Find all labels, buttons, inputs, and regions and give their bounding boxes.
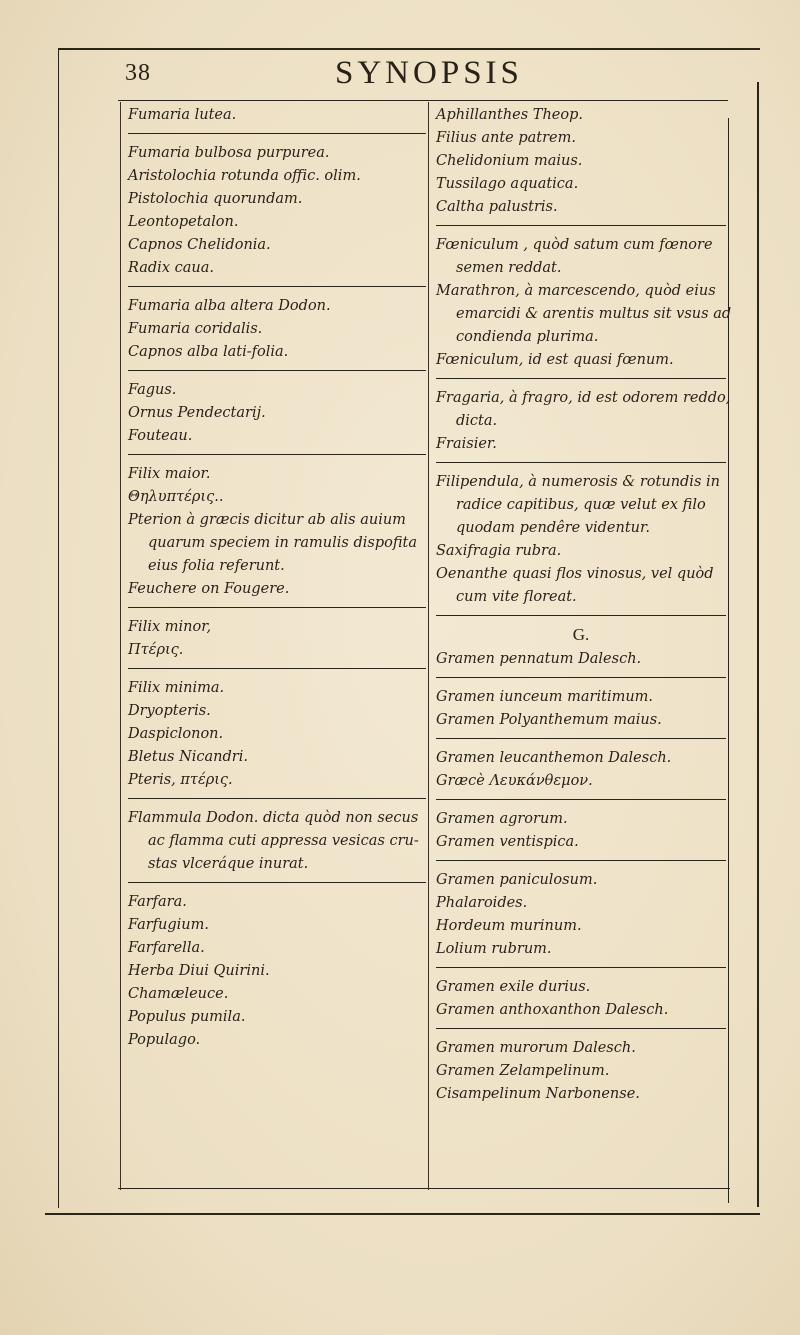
frame-bottom-rule xyxy=(45,1213,760,1215)
column-left-rule xyxy=(120,102,121,1190)
entry-line: Gramen anthoxanthon Dalesch. xyxy=(436,1002,669,1018)
entry-line: Dryopteris. xyxy=(128,703,211,719)
entry-section xyxy=(128,104,426,127)
entry-line: Capnos Chelidonia. xyxy=(128,237,271,253)
entry-line: Gramen paniculosum. xyxy=(436,872,598,888)
entry-line: Fragaria, à fragro, id est odorem reddo, xyxy=(436,390,731,406)
entry-line: Gramen leucanthemon Dalesch. xyxy=(436,750,672,766)
entry-line: ac flamma cuti appressa vesicas cru- xyxy=(148,833,419,849)
entry-line: Aristolochia rotunda offic. olim. xyxy=(128,168,361,184)
entry-line: Gramen ventispica. xyxy=(436,834,579,850)
entry-section xyxy=(128,295,426,364)
section-separator xyxy=(128,668,426,669)
entry-line: Gramen pennatum Dalesch. xyxy=(436,651,642,667)
section-separator xyxy=(128,798,426,799)
entry-line: Saxifragia rubra. xyxy=(436,543,562,559)
section-separator xyxy=(436,225,726,226)
entry-line: cum vite floreat. xyxy=(456,589,577,605)
entry-line: Ornus Pendectarij. xyxy=(128,405,266,421)
entry-line: Flammula Dodon. dicta quòd non secus xyxy=(128,810,419,826)
entry-section xyxy=(128,463,426,601)
entry-line: Filipendula, à numerosis & rotundis in xyxy=(436,474,720,490)
section-separator xyxy=(128,607,426,608)
entry-line: Fumaria coridalis. xyxy=(128,321,263,337)
entry-section xyxy=(436,234,732,372)
section-separator xyxy=(128,454,426,455)
entry-section xyxy=(128,677,426,792)
entry-section xyxy=(436,869,726,961)
frame-right-rule xyxy=(757,82,759,1207)
entry-line: quarum speciem in ramulis dispofita xyxy=(148,535,417,551)
inner-bottom-rule xyxy=(118,1188,730,1189)
entry-line: Chamæleuce. xyxy=(128,986,229,1002)
entry-line: Fumaria alba altera Dodon. xyxy=(128,298,331,314)
entry-line: quodam pendêre videntur. xyxy=(456,520,650,536)
entry-line: Filix minor, xyxy=(128,619,212,635)
entry-line: Populago. xyxy=(128,1032,201,1048)
entry-line: Leontopetalon. xyxy=(128,214,239,230)
entry-line: Gramen murorum Dalesch. xyxy=(436,1040,636,1056)
entry-section xyxy=(436,1037,726,1106)
entry-section xyxy=(436,808,726,854)
entry-section xyxy=(436,686,726,732)
entry-section xyxy=(436,747,726,793)
entry-section xyxy=(128,379,426,448)
entry-section xyxy=(436,976,726,1022)
entry-line: Farfara. xyxy=(128,894,187,910)
page-number: 38 xyxy=(125,60,151,86)
entry-line: Radix caua. xyxy=(128,260,214,276)
section-separator xyxy=(436,615,726,616)
entry-line: Feuchere on Fougere. xyxy=(128,581,290,597)
section-separator xyxy=(128,370,426,371)
column-divider xyxy=(428,102,429,1190)
entry-line: Lolium rubrum. xyxy=(436,941,552,957)
entry-section xyxy=(128,891,426,1052)
entry-line: Marathron, à marcescendo, quòd eius xyxy=(436,283,716,299)
entry-line: Fagus. xyxy=(128,382,177,398)
entry-section xyxy=(436,104,726,219)
entry-line: Capnos alba lati-folia. xyxy=(128,344,289,360)
entry-line: Farfugium. xyxy=(128,917,209,933)
entry-section xyxy=(436,624,726,671)
entry-line: Θηλυπτέρις.. xyxy=(128,489,224,505)
entry-line: Gramen Zelampelinum. xyxy=(436,1063,610,1079)
left-column xyxy=(128,104,426,1052)
entry-line: Filius ante patrem. xyxy=(436,130,576,146)
section-separator xyxy=(436,799,726,800)
entry-section xyxy=(436,387,731,456)
entry-line: Chelidonium maius. xyxy=(436,153,583,169)
section-separator xyxy=(128,133,426,134)
letter-heading: G. xyxy=(572,625,590,644)
entry-line: Pistolochia quorundam. xyxy=(128,191,303,207)
entry-line: Filix minima. xyxy=(128,680,225,696)
entry-section xyxy=(436,471,726,609)
entry-line: stas vlceráque inurat. xyxy=(148,856,309,872)
entry-line: Pterion à græcis dicitur ab alis auium xyxy=(128,512,406,528)
entry-line: Gramen Polyanthemum maius. xyxy=(436,712,662,728)
entry-line: Fœniculum, id est quasi fœnum. xyxy=(436,352,674,368)
entry-line: condienda plurima. xyxy=(456,329,599,345)
section-separator xyxy=(436,860,726,861)
entry-line: Populus pumila. xyxy=(128,1009,246,1025)
entry-line: Bletus Nicandri. xyxy=(128,749,248,765)
entry-line: Gramen agrorum. xyxy=(436,811,568,827)
header-rule xyxy=(118,100,728,101)
entry-line: Græcè Λευκάνθεμον. xyxy=(436,773,593,789)
entry-line: Gramen exile durius. xyxy=(436,979,591,995)
entry-line: Herba Diui Quirini. xyxy=(128,963,270,979)
entry-section xyxy=(128,807,426,876)
entry-line: dicta. xyxy=(456,413,498,429)
section-separator xyxy=(436,1028,726,1029)
right-column xyxy=(436,104,732,1106)
section-separator xyxy=(436,462,726,463)
entry-line: Fœniculum , quòd satum cum fœnore xyxy=(436,237,713,253)
section-separator xyxy=(436,967,726,968)
entry-line: eius folia referunt. xyxy=(148,558,285,574)
entry-line: Fouteau. xyxy=(128,428,193,444)
entry-section xyxy=(128,142,426,280)
section-separator xyxy=(436,378,726,379)
inner-right-rule xyxy=(728,118,729,1203)
entry-line: Tussilago aquatica. xyxy=(436,176,579,192)
section-separator xyxy=(436,738,726,739)
entry-line: Fumaria bulbosa purpurea. xyxy=(128,145,330,161)
entry-line: Farfarella. xyxy=(128,940,205,956)
section-separator xyxy=(128,286,426,287)
entry-line: Oenanthe quasi flos vinosus, vel quòd xyxy=(436,566,714,582)
section-separator xyxy=(128,882,426,883)
entry-line: Hordeum murinum. xyxy=(436,918,582,934)
entry-section xyxy=(128,616,426,662)
entry-line: radice capitibus, quæ velut ex filo xyxy=(456,497,706,513)
entry-line: Caltha palustris. xyxy=(436,199,558,215)
entry-line: Fumaria lutea. xyxy=(128,107,237,123)
entry-line: Aphillanthes Theop. xyxy=(436,107,583,123)
entry-line: Pteris, πτέρις. xyxy=(128,772,233,788)
section-separator xyxy=(436,677,726,678)
entry-line: Cisampelinum Narbonense. xyxy=(436,1086,640,1102)
entry-line: Gramen iunceum maritimum. xyxy=(436,689,654,705)
entry-line: Phalaroides. xyxy=(436,895,528,911)
entry-line: Fraisier. xyxy=(436,436,497,452)
entry-line: semen reddat. xyxy=(456,260,562,276)
entry-line: Daspiclonon. xyxy=(128,726,224,742)
page-header: SYNOPSIS xyxy=(335,55,523,91)
frame-top-rule xyxy=(58,48,760,50)
frame-left-rule xyxy=(58,48,59,1208)
entry-line: Filix maior. xyxy=(128,466,211,482)
entry-line: emarcidi & arentis multus sit vsus ad xyxy=(456,306,732,322)
entry-line: Πτέρις. xyxy=(128,642,184,658)
